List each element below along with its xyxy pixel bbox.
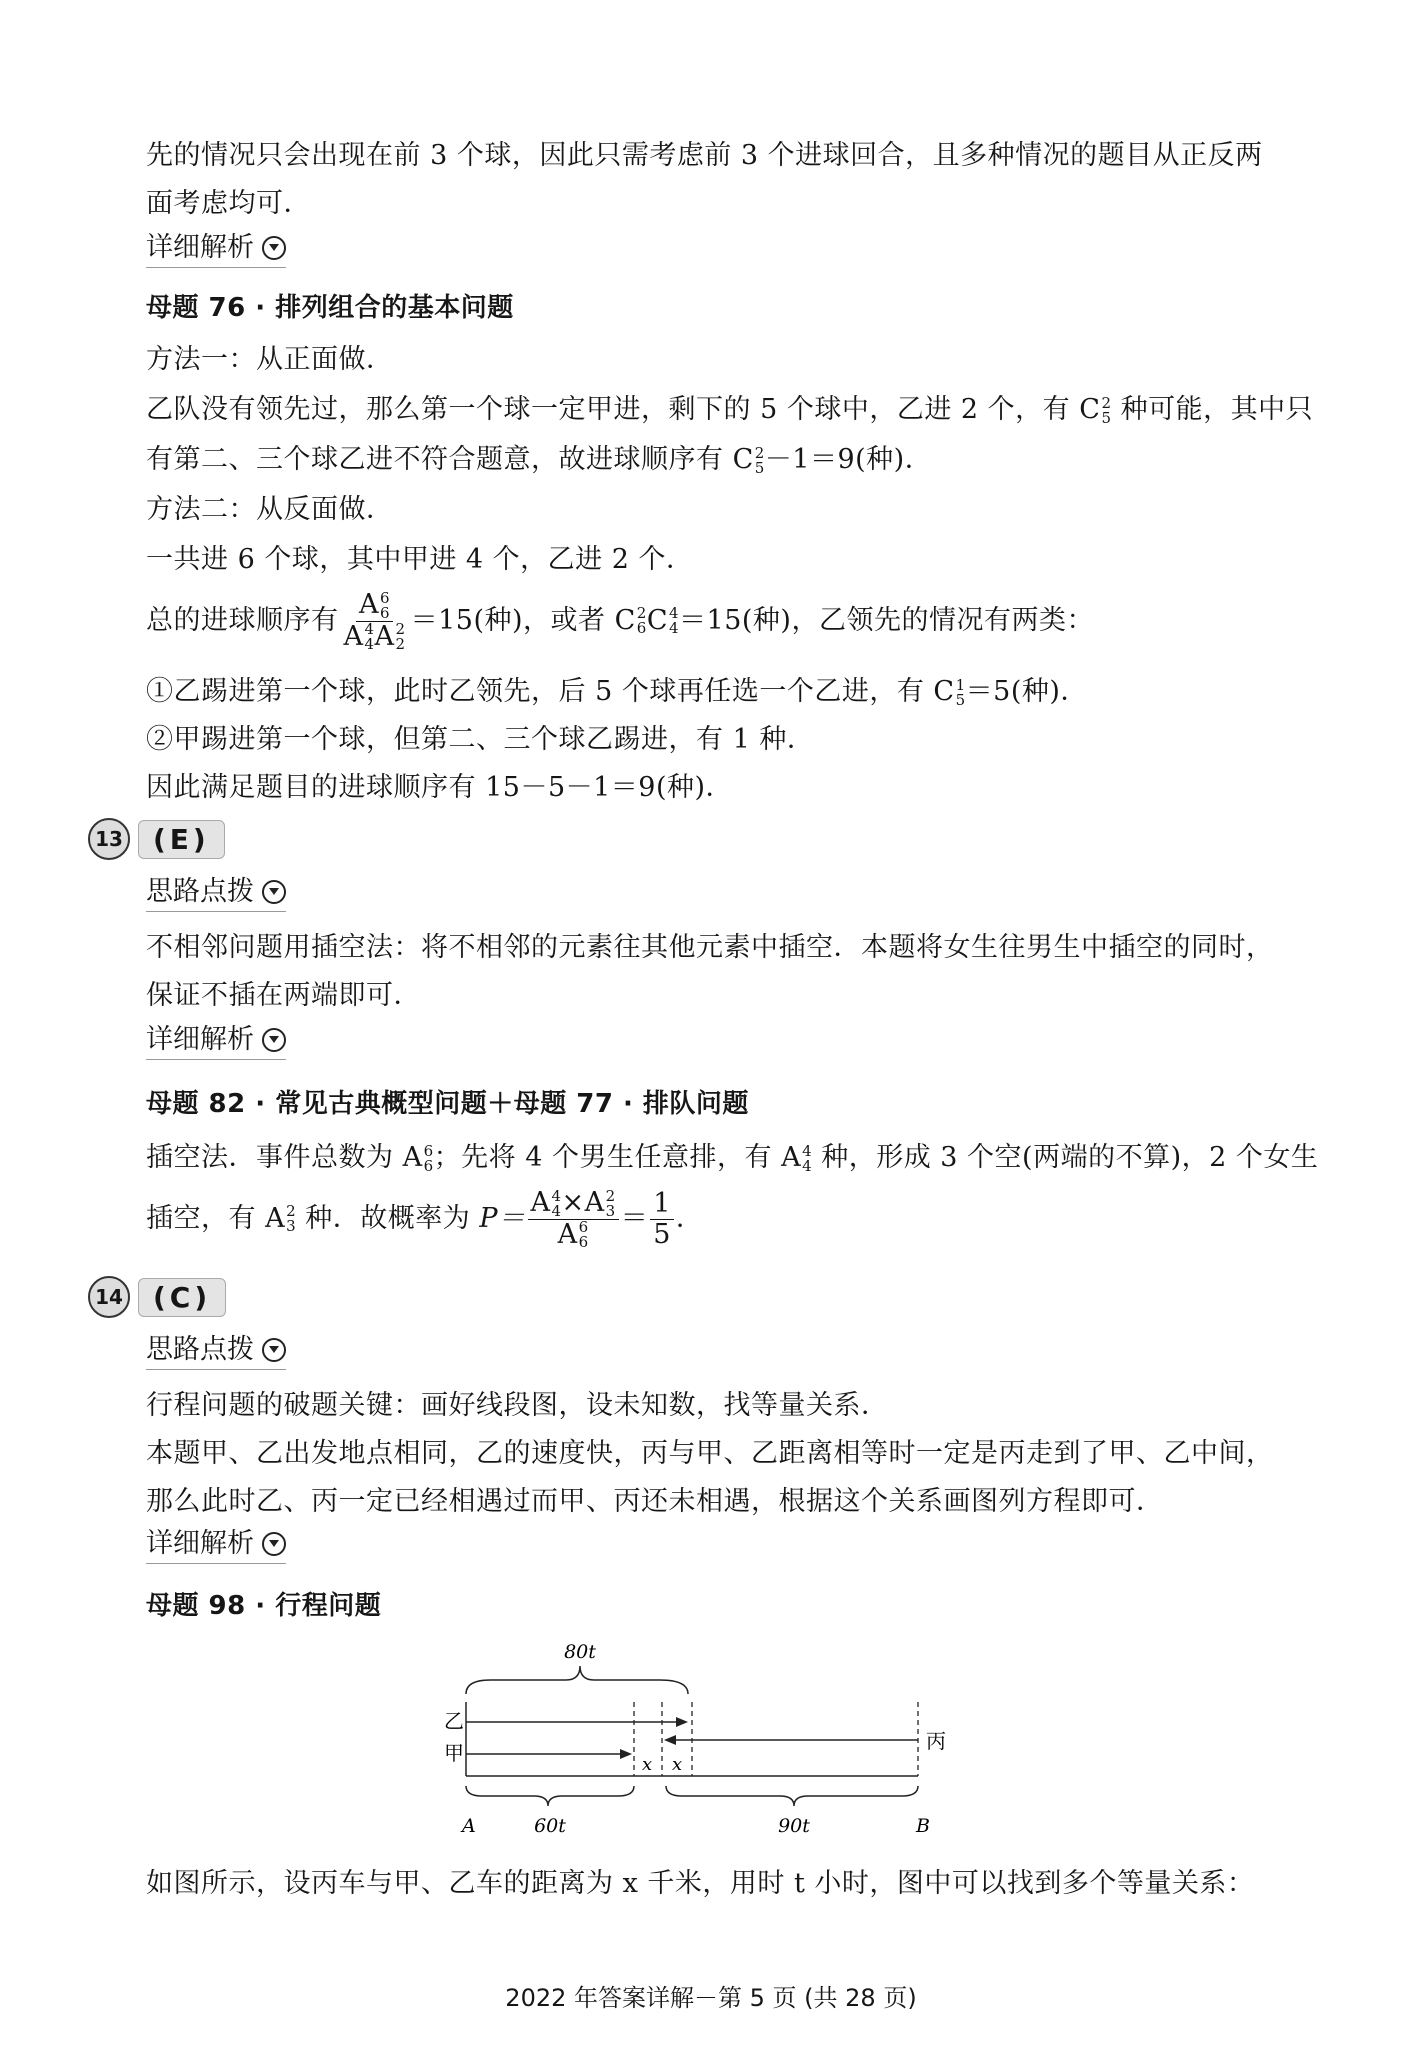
formula-line: 插空，有 A 2 3 种．故概率为 P＝ A 4 4 ×A 2 3 A 6 6 ＝ $\frac{1}{5}$ ． bbox=[146, 1186, 704, 1251]
chevron-down-icon bbox=[262, 1532, 286, 1556]
text-line: 那么此时乙、丙一定已经相遇过而甲、丙还未相遇，根据这个关系画图列方程即可． bbox=[146, 1486, 1164, 1517]
fraction: A 6 6 A 4 4 A 2 2 bbox=[343, 588, 406, 653]
detail-section-label: 详细解析 bbox=[146, 230, 286, 268]
label-90t: 90t bbox=[778, 1815, 810, 1837]
chevron-down-icon bbox=[262, 1028, 286, 1052]
label-60t: 60t bbox=[534, 1815, 566, 1837]
formula-line: 总的进球顺序有 A 6 6 A 4 4 A 2 2 ＝15(种)，或者 C 2 6 C 4 4 ＝15(种)，乙领先的情况有两类： bbox=[146, 588, 1094, 653]
chevron-down-icon bbox=[262, 1338, 286, 1362]
fraction: A 4 4 ×A 2 3 A 6 6 bbox=[528, 1188, 619, 1250]
question-14-header bbox=[88, 1276, 226, 1318]
answer-badge: (E) bbox=[138, 820, 225, 859]
label-x: x bbox=[672, 1754, 683, 1775]
text-line: 方法二：从反面做． bbox=[146, 494, 394, 525]
text-line: 插空法．事件总数为 A 6 6 ；先将 4 个男生任意排，有 A 4 4 种，形成 3 个空(两端的不算)，2 个女生 bbox=[146, 1141, 1319, 1175]
text-line: 乙队没有领先过，那么第一个球一定甲进，剩下的 5 个球中，乙进 2 个，有 C 2 5 种可能，其中只 bbox=[146, 393, 1314, 427]
chevron-down-icon bbox=[262, 236, 286, 260]
label-jia: 甲 bbox=[444, 1741, 464, 1765]
text-line: 行程问题的破题关键：画好线段图，设未知数，找等量关系． bbox=[146, 1390, 889, 1421]
label-x: x bbox=[642, 1754, 653, 1775]
label-80t: 80t bbox=[564, 1641, 596, 1663]
jia-arrowhead bbox=[620, 1749, 632, 1759]
text-line: 有第二、三个球乙进不符合题意，故进球顺序有 C 2 5 －1＝9(种)． bbox=[146, 443, 933, 477]
text-line: 本题甲、乙出发地点相同，乙的速度快，丙与甲、乙距离相等时一定是丙走到了甲、乙中间， bbox=[146, 1438, 1274, 1469]
page-footer: 2022 年答案详解－第 5 页 (共 28 页) bbox=[505, 1984, 917, 2012]
fraction: $\frac{1}{5}$ bbox=[650, 1189, 674, 1250]
text-line: 不相邻问题用插空法：将不相邻的元素往其他元素中插空．本题将女生往男生中插空的同时， bbox=[146, 932, 1274, 963]
brace-90t bbox=[666, 1786, 918, 1806]
brace-60t bbox=[466, 1786, 634, 1806]
mother-title: 母题 82 · 常见古典概型问题＋母题 77 · 排队问题 bbox=[146, 1089, 749, 1119]
question-13-header bbox=[88, 818, 225, 860]
text-line: 如图所示，设丙车与甲、乙车的距离为 x 千米，用时 t 小时，图中可以找到多个等量关系： bbox=[146, 1868, 1255, 1899]
detail-section-label: 详细解析 bbox=[146, 1526, 286, 1564]
text-line: ①乙踢进第一个球，此时乙领先，后 5 个球再任选一个乙进，有 C 1 5 ＝5(种)． bbox=[146, 675, 1088, 709]
text-line: 方法一：从正面做． bbox=[146, 344, 394, 375]
mother-title: 母题 98 · 行程问题 bbox=[146, 1591, 382, 1621]
bing-arrowhead bbox=[664, 1735, 676, 1745]
chevron-down-icon bbox=[262, 880, 286, 904]
hint-section-label: 思路点拨 bbox=[146, 1332, 286, 1370]
label-bing: 丙 bbox=[926, 1729, 946, 1753]
text-line: 一共进 6 个球，其中甲进 4 个，乙进 2 个． bbox=[146, 544, 694, 575]
question-number: 14 bbox=[88, 1276, 130, 1318]
text-line: 保证不插在两端即可． bbox=[146, 980, 421, 1011]
label-yi: 乙 bbox=[444, 1709, 464, 1733]
question-number: 13 bbox=[88, 818, 130, 860]
text-line: 因此满足题目的进球顺序有 15－5－1＝9(种)． bbox=[146, 772, 734, 803]
text-line: ②甲踢进第一个球，但第二、三个球乙踢进，有 1 种． bbox=[146, 724, 815, 755]
text-line: 先的情况只会出现在前 3 个球，因此只需考虑前 3 个进球回合，且多种情况的题目从正反两 bbox=[146, 140, 1263, 171]
top-brace bbox=[466, 1666, 688, 1694]
detail-section-label: 详细解析 bbox=[146, 1022, 286, 1060]
text-line: 面考虑均可． bbox=[146, 188, 311, 219]
yi-arrowhead bbox=[676, 1717, 688, 1727]
line-segment-diagram bbox=[430, 1636, 970, 1846]
label-a: A bbox=[462, 1815, 476, 1837]
hint-section-label: 思路点拨 bbox=[146, 874, 286, 912]
mother-title: 母题 76 · 排列组合的基本问题 bbox=[146, 293, 514, 323]
label-b: B bbox=[916, 1815, 930, 1837]
answer-badge: (C) bbox=[138, 1278, 226, 1317]
